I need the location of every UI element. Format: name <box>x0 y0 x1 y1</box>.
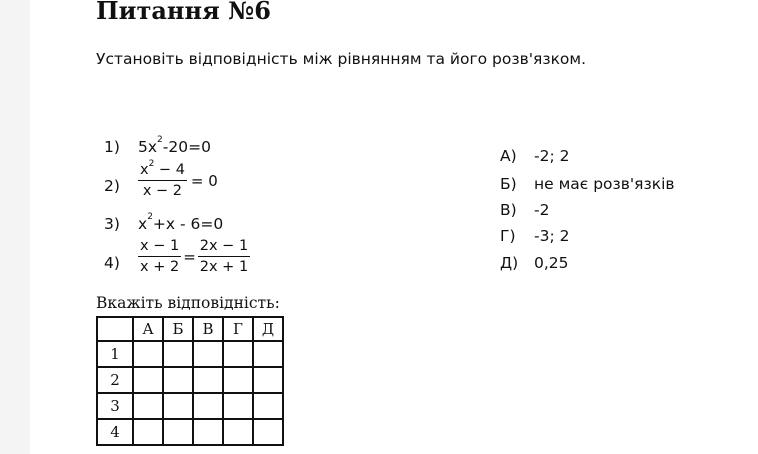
numerator-base: x <box>140 162 149 178</box>
grid-cell[interactable] <box>253 367 283 393</box>
grid-cell[interactable] <box>253 393 283 419</box>
equation-2 <box>138 159 218 199</box>
answer-letter: А) <box>500 147 517 165</box>
answer-letter: Г) <box>500 227 516 245</box>
grid-column-header: Б <box>163 317 193 341</box>
grid-cell[interactable] <box>223 393 253 419</box>
grid-cell[interactable] <box>133 419 163 445</box>
grid-row <box>97 367 283 393</box>
grid-cell[interactable] <box>163 341 193 367</box>
numerator-rest: − 4 <box>154 162 185 178</box>
grid-cell[interactable] <box>253 419 283 445</box>
left-numerator: x − 1 <box>138 238 181 257</box>
grid-corner-cell <box>97 317 133 341</box>
answer-value: -2 <box>534 201 550 219</box>
grid-cell[interactable] <box>133 393 163 419</box>
answer-grid <box>96 316 284 446</box>
right-numerator: 2x − 1 <box>198 238 250 257</box>
grid-row-header: 1 <box>97 341 133 367</box>
answer-letter: В) <box>500 201 517 219</box>
equation-number: 1) <box>104 138 120 156</box>
grid-cell[interactable] <box>223 419 253 445</box>
equation-base: 5x <box>138 138 158 156</box>
question-instruction: Установіть відповідність між рівнянням та його розв'язком. <box>96 50 587 68</box>
answer-value: не має розв'язків <box>534 175 675 193</box>
fraction <box>138 159 187 199</box>
grid-row-header: 4 <box>97 419 133 445</box>
equation-1 <box>138 135 211 156</box>
equation-exponent: 2 <box>157 135 163 145</box>
grid-cell[interactable] <box>133 367 163 393</box>
fraction-denominator: x − 2 <box>142 183 183 199</box>
grid-cell[interactable] <box>193 367 223 393</box>
equation-number: 2) <box>104 177 120 195</box>
grid-cell[interactable] <box>193 393 223 419</box>
right-denominator: 2x + 1 <box>199 259 249 275</box>
grid-column-header: Г <box>223 317 253 341</box>
grid-row <box>97 393 283 419</box>
left-fraction <box>138 238 181 275</box>
grid-cell[interactable] <box>163 393 193 419</box>
grid-row-header: 2 <box>97 367 133 393</box>
grid-cell[interactable] <box>193 341 223 367</box>
grid-row <box>97 341 283 367</box>
grid-cell[interactable] <box>223 367 253 393</box>
correspondence-label: Вкажіть відповідність: <box>96 294 280 312</box>
answer-letter: Д) <box>500 254 519 272</box>
grid-cell[interactable] <box>163 367 193 393</box>
grid-column-header: Д <box>253 317 283 341</box>
answer-value: -3; 2 <box>534 227 570 245</box>
grid-row-header: 3 <box>97 393 133 419</box>
left-denominator: x + 2 <box>140 259 180 275</box>
right-fraction <box>198 238 250 275</box>
equation-3 <box>138 212 224 233</box>
grid-row <box>97 419 283 445</box>
equation-4 <box>138 238 250 275</box>
answer-value: -2; 2 <box>534 147 570 165</box>
equation-base: x <box>138 215 148 233</box>
grid-cell[interactable] <box>193 419 223 445</box>
document-page <box>30 0 758 454</box>
grid-header-row <box>97 317 283 341</box>
fraction-numerator <box>138 159 187 181</box>
equation-rest: +x - 6=0 <box>152 215 224 233</box>
grid-cell[interactable] <box>133 341 163 367</box>
grid-column-header: А <box>133 317 163 341</box>
grid-cell[interactable] <box>223 341 253 367</box>
grid-cell[interactable] <box>163 419 193 445</box>
equation-exponent: 2 <box>147 212 153 222</box>
answer-value: 0,25 <box>534 254 569 272</box>
equation-number: 4) <box>104 254 120 272</box>
equation-number: 3) <box>104 215 120 233</box>
answer-letter: Б) <box>500 175 517 193</box>
grid-column-header: В <box>193 317 223 341</box>
equals-sign: = <box>183 247 196 266</box>
grid-cell[interactable] <box>253 341 283 367</box>
question-title: Питання №6 <box>96 0 271 25</box>
equation-rhs: = 0 <box>190 171 218 190</box>
equation-rest: -20=0 <box>162 138 211 156</box>
numerator-exponent: 2 <box>148 159 155 169</box>
